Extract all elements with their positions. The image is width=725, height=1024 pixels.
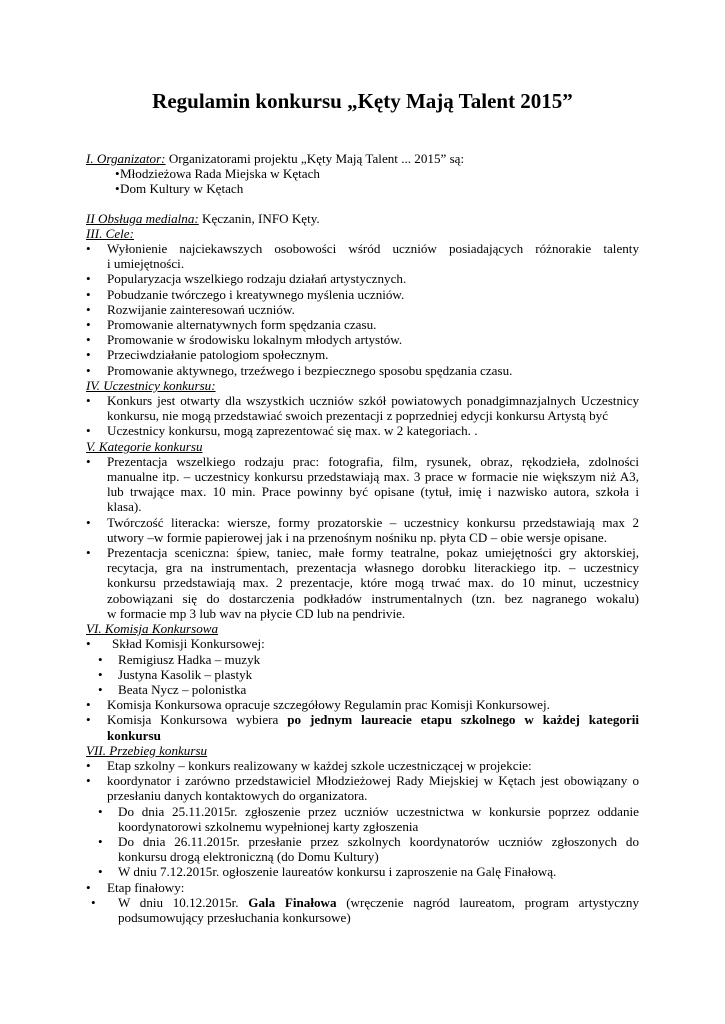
list-item: • Konkurs jest otwarty dla wszystkich uczniów szkół powiatowych ponadgimnazjalnych Uczestnicy konkursu, nie mogą przedstawiać swoich prezentacji z poprzedniej edycji konkursu Artystą być [86,393,639,424]
list-item: • Etap szkolny – konkurs realizowany w każdej szkole uczestniczącej w projekcie: [86,757,532,773]
section-heading-goals: III. Cele: [86,225,134,241]
list-item: • Rozwijanie zainteresowań uczniów. [86,301,295,317]
list-item: • Promowanie aktywnego, trzeźwego i bezpiecznego sposobu spędzania czasu. [86,362,513,378]
section-heading-course: VII. Przebieg konkursu [86,742,208,758]
list-item: • Do dnia 25.11.2015r. zgłoszenie przez uczniów uczestnictwa w konkursie poprzez oddanie koordynatorowi szkolnemu wypełnionej karty zgłoszenia [98,803,639,834]
section-heading-media: II Obsługa medialna: [86,210,199,226]
list-item: • Komisja Konkursowa wybiera po jednym laureacie etapu szkolnego w każdej kategorii konkursu [86,712,639,743]
section-heading-participants: IV. Uczestnicy konkursu: [86,377,216,393]
media-line [86,211,639,226]
section-heading-organizer: I. Organizator: [86,151,166,166]
list-item: • Prezentacja wszelkiego rodzaju prac: fotografia, film, rysunek, obraz, rękodzieła, zdolności manualne itp. – uczestnicy konkursu przedstawiają max. 3 prace w formacie nie większym niż A3, lub trwające max. 10 min. Prace powinny być opisane (tytuł, imię i nazwisko autora, szkoła i klasa). [86,453,639,515]
organizer-line [86,151,639,166]
list-item: • Popularyzacja wszelkiego rodzaju działań artystycznych. [86,271,407,287]
list-item: • Pobudzanie twórczego i kreatywnego myślenia uczniów. [86,286,405,302]
list-item: • Komisja Konkursowa opracuje szczegółowy Regulamin prac Komisji Konkursowej. [86,697,550,713]
list-item: • Justyna Kasolik – plastyk [98,666,253,682]
list-item: • Wyłonienie najciekawszych osobowości wśród uczniów posiadających różnorakie talenty i umiejętności. [86,241,639,272]
list-item: • Prezentacja sceniczna: śpiew, taniec, małe formy teatralne, pokaz umiejętności gry aktorskiej, recytacja, gra na instrumentach, prezentacja własnego dorobku literackiego itp. – uczestnicy konkursu przedstawiają max. 2 prezentacje, które mogą trwać max. do 10 minut, uczestnicy zobowiązani się do dostarczenia podkładów instrumentalnych (tzn. bez nagranego wokalu) w formacie mp 3 lub wav na płycie CD lub na pendrivie. [86,545,639,621]
section-heading-categories: V. Kategorie konkursu [86,438,203,454]
list-item: • Promowanie w środowisku lokalnym młodych artystów. [86,332,403,348]
list-item: • Przeciwdziałanie patologiom społecznym. [86,347,329,363]
list-item: • W dniu 7.12.2015r. ogłoszenie laureatów konkursu i zaproszenie na Galę Finałową. [98,864,557,880]
document-title: Regulamin konkursu „Kęty Mają Talent 2015” [152,89,573,113]
list-item: • Twórczość literacka: wiersze, formy prozatorskie – uczestnicy konkursu przedstawiają max 2 utwory –w formie papierowej jak i na przenośnym nośniku np. płyta CD – obie wersje opisane. [86,514,639,545]
list-item: • W dniu 10.12.2015r. Gala Finałowa (wręczenie nagród laureatom, program artystyczny podsumowujący przesłuchania konkursowe) [91,894,640,925]
list-item: • Skład Komisji Konkursowej: [86,636,265,652]
media-text: Kęczanin, INFO Kęty. [198,210,320,226]
list-item: • Dom Kultury w Kętach [115,181,244,197]
list-item: • Etap finałowy: [86,879,185,895]
list-item: • Do dnia 26.11.2015r. przesłanie przez szkolnych koordynatorów uczniów zgłoszonych do konkursu drogą elektroniczną (do Domu Kultury) [98,833,639,865]
list-item: • koordynator i zarówno przedstawiciel Młodzieżowej Rady Miejskiej w Kętach jest obowiązany o przesłaniu danych kontaktowych do organizatora. [86,773,639,804]
list-item: • Remigiusz Hadka – muzyk [98,651,261,667]
list-item: • Młodzieżowa Rada Miejska w Kętach [115,166,320,182]
list-item: • Promowanie alternatywnych form spędzania czasu. [86,317,377,333]
document-body [86,151,639,925]
list-item: • Beata Nycz – polonistka [98,681,247,697]
organizer-text: Organizatorami projektu „Kęty Mają Talent ... 2015” są: [165,151,465,166]
list-item: • Uczestnicy konkursu, mogą zaprezentować się max. w 2 kategoriach. . [86,423,478,439]
section-heading-jury: VI. Komisja Konkursowa [86,621,219,637]
bullet: • [115,166,120,182]
bullet: • [115,181,120,197]
